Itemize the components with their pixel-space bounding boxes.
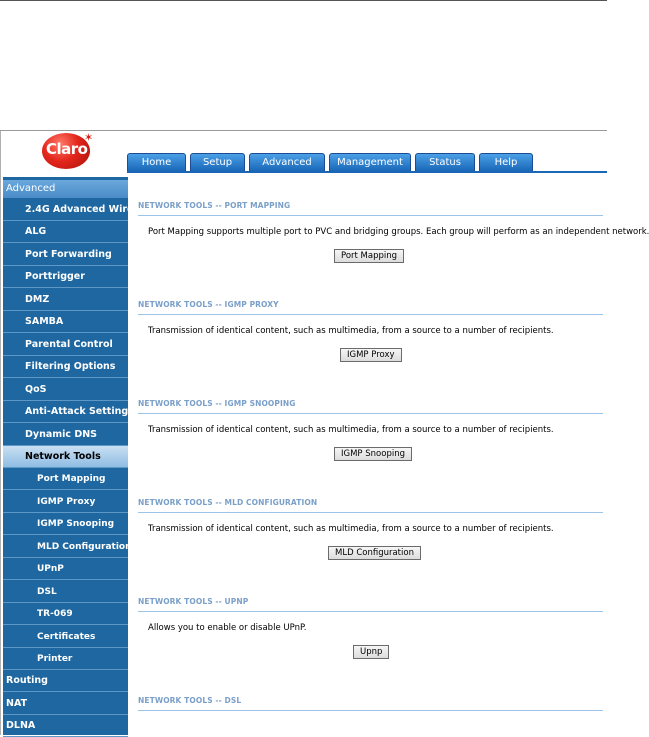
sidebar-item-dlna[interactable]: DLNA — [3, 715, 128, 737]
section-4 — [138, 597, 603, 657]
section-title: NETWORK TOOLS -- IGMP SNOOPING — [138, 399, 296, 408]
sidebar-item-port-forwarding[interactable]: Port Forwarding — [3, 244, 128, 266]
section-description: Port Mapping supports multiple port to PVC and bridging groups. Each group will perform as an independent network. — [148, 227, 649, 237]
sidebar-item-dmz[interactable]: DMZ — [3, 289, 128, 311]
section-0 — [138, 201, 649, 261]
tab-home[interactable]: Home — [127, 153, 186, 171]
igmp-proxy-button[interactable]: IGMP Proxy — [340, 348, 402, 362]
section-divider — [138, 413, 603, 414]
sidebar-item-nat[interactable]: NAT — [3, 693, 128, 715]
section-5 — [138, 696, 603, 711]
sidebar-item-tr-069[interactable]: TR-069 — [3, 603, 128, 625]
section-divider — [138, 314, 603, 315]
sidebar-item-port-mapping[interactable]: Port Mapping — [3, 468, 128, 490]
section-title: NETWORK TOOLS -- PORT MAPPING — [138, 201, 291, 210]
sidebar-header: Advanced — [3, 180, 128, 198]
section-1 — [138, 300, 603, 360]
sidebar-item-alg[interactable]: ALG — [3, 221, 128, 243]
section-description: Transmission of identical content, such as multimedia, from a source to a number of recipients. — [148, 425, 554, 435]
mld-configuration-button[interactable]: MLD Configuration — [328, 546, 421, 560]
top-rule — [0, 0, 607, 1]
igmp-snooping-button[interactable]: IGMP Snooping — [334, 447, 412, 461]
logo-spark-icon: ✶ — [84, 131, 94, 144]
section-title: NETWORK TOOLS -- DSL — [138, 696, 242, 705]
claro-logo — [40, 131, 92, 171]
tab-setup[interactable]: Setup — [190, 153, 245, 171]
sidebar-item-parental-control[interactable]: Parental Control — [3, 334, 128, 356]
port-mapping-button[interactable]: Port Mapping — [334, 249, 404, 263]
sidebar-item-porttrigger[interactable]: Porttrigger — [3, 266, 128, 288]
sidebar-item-routing[interactable]: Routing — [3, 670, 128, 692]
section-divider — [138, 710, 603, 711]
tab-advanced[interactable]: Advanced — [249, 153, 325, 171]
tab-help[interactable]: Help — [479, 153, 533, 171]
section-description: Transmission of identical content, such as multimedia, from a source to a number of recipients. — [148, 326, 554, 336]
frame-border — [0, 131, 1, 735]
sidebar-item-dsl[interactable]: DSL — [3, 581, 128, 603]
tab-bar-underline — [127, 171, 607, 173]
sidebar-item-samba[interactable]: SAMBA — [3, 311, 128, 333]
sidebar-item-printer[interactable]: Printer — [3, 648, 128, 670]
section-3 — [138, 498, 603, 558]
sidebar-item-network-tools[interactable]: Network Tools — [3, 446, 128, 468]
sidebar-item-upnp[interactable]: UPnP — [3, 558, 128, 580]
sidebar-item-filtering-options[interactable]: Filtering Options — [3, 356, 128, 378]
section-divider — [138, 512, 603, 513]
sidebar-item-igmp-proxy[interactable]: IGMP Proxy — [3, 491, 128, 513]
tab-management[interactable]: Management — [329, 153, 411, 171]
section-description: Allows you to enable or disable UPnP. — [148, 623, 307, 633]
sidebar-item-dynamic-dns[interactable]: Dynamic DNS — [3, 424, 128, 446]
section-2 — [138, 399, 603, 459]
router-admin-frame — [0, 130, 649, 735]
section-divider — [138, 215, 603, 216]
sidebar-item-mld-configuration[interactable]: MLD Configuration — [3, 536, 128, 558]
section-divider — [138, 611, 603, 612]
sidebar-item-igmp-snooping[interactable]: IGMP Snooping — [3, 513, 128, 535]
section-description: Transmission of identical content, such as multimedia, from a source to a number of recipients. — [148, 524, 554, 534]
logo-text: Claro — [46, 140, 88, 158]
sidebar-item-2-4g-advanced-wireless[interactable]: 2.4G Advanced Wireless — [3, 199, 128, 221]
sidebar — [3, 177, 155, 735]
section-title: NETWORK TOOLS -- UPNP — [138, 597, 249, 606]
upnp-button[interactable]: Upnp — [353, 645, 389, 659]
section-title: NETWORK TOOLS -- IGMP PROXY — [138, 300, 279, 309]
tab-status[interactable]: Status — [415, 153, 475, 171]
sidebar-item-anti-attack-settings[interactable]: Anti-Attack Settings — [3, 401, 128, 423]
section-title: NETWORK TOOLS -- MLD CONFIGURATION — [138, 498, 318, 507]
sidebar-item-certificates[interactable]: Certificates — [3, 626, 128, 648]
sidebar-item-qos[interactable]: QoS — [3, 379, 128, 401]
